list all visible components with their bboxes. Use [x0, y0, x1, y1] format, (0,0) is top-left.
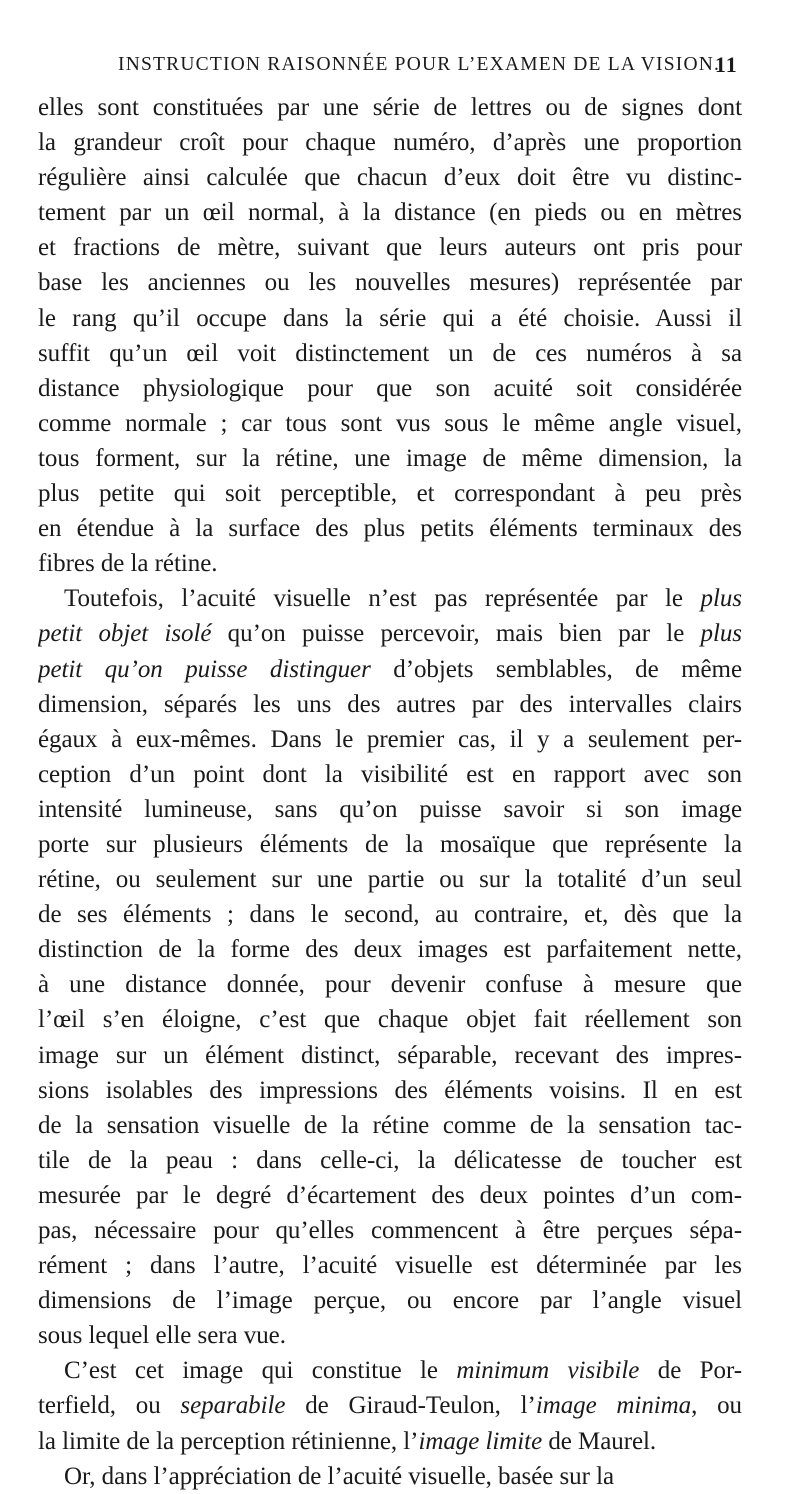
text-line	[38, 616, 742, 651]
text-line	[38, 1002, 742, 1037]
text-run: tous forment, sur la rétine, une image de même dimension, la	[38, 444, 742, 472]
text-line	[38, 1424, 742, 1459]
text-line	[38, 757, 742, 792]
text-run: en étendue à la surface des plus petits éléments terminaux des	[38, 515, 742, 543]
text-run: dimensions de l’image perçue, ou encore par l’angle visuel	[38, 1287, 742, 1315]
text-line	[38, 687, 742, 722]
text-run: comme normale ; car tous sont vus sous le même angle visuel,	[38, 409, 742, 437]
text-line	[38, 897, 742, 932]
text-run: sous lequel elle sera vue.	[38, 1322, 286, 1350]
body-text	[38, 90, 742, 1494]
text-run: mesurée par le degré d’écartement des deux pointes d’un com-	[38, 1181, 742, 1209]
text-run: régulière ainsi calculée que chacun d’eux doit être vu distinc-	[38, 164, 742, 192]
text-run: distinction de la forme des deux images est parfaitement nette,	[38, 936, 742, 964]
text-line	[38, 1318, 742, 1353]
text-run: égaux à eux-mêmes. Dans le premier cas, il y a seulement per-	[38, 725, 742, 753]
text-run: C’est cet image qui constitue le	[64, 1357, 457, 1385]
text-line	[38, 371, 742, 406]
text-run: plus petite qui soit perceptible, et correspondant à peu près	[38, 480, 742, 508]
text-line	[38, 792, 742, 827]
text-run: base les anciennes ou les nouvelles mesures) représentée par	[38, 269, 742, 297]
text-line	[38, 195, 742, 230]
italic-text: image limite	[418, 1427, 543, 1455]
text-run: de Maurel.	[542, 1427, 657, 1455]
text-line	[38, 1248, 742, 1283]
italic-text: minimum visibile	[456, 1357, 640, 1385]
text-run: intensité lumineuse, sans qu’on puisse savoir si son image	[38, 795, 742, 823]
text-run: de la sensation visuelle de la rétine comme de la sensation tac-	[38, 1111, 742, 1139]
italic-text: petit qu’on puisse distinguer	[38, 655, 371, 683]
text-line	[38, 1073, 742, 1108]
text-run: qu’on puisse percevoir, mais bien par le	[211, 620, 701, 648]
text-run: Or, dans l’appréciation de l’acuité visuelle, basée sur la	[64, 1462, 615, 1490]
text-run: sions isolables des impressions des éléments voisins. Il en est	[38, 1076, 742, 1104]
text-line	[38, 1459, 742, 1494]
text-line	[38, 862, 742, 897]
text-line	[38, 1353, 742, 1388]
text-line	[38, 546, 742, 581]
text-line	[38, 932, 742, 967]
italic-text: plus	[700, 585, 742, 613]
text-line	[38, 1388, 742, 1423]
text-run: rétine, ou seulement sur une partie ou sur la totalité d’un seul	[38, 866, 742, 894]
text-line	[38, 827, 742, 862]
text-run: elles sont constituées par une série de lettres ou de signes dont	[38, 94, 742, 121]
text-line	[38, 230, 742, 265]
text-run: de Por-	[639, 1357, 742, 1385]
text-line	[38, 301, 742, 336]
text-run: image sur un élément distinct, séparable, recevant des impres-	[38, 1041, 742, 1069]
text-run: suffit qu’un œil voit distinctement un de ces numéros à sa	[38, 339, 742, 367]
text-line	[38, 1178, 742, 1213]
text-line	[38, 125, 742, 160]
text-run: porte sur plusieurs éléments de la mosaïque que représente la	[38, 830, 742, 858]
text-run: le rang qu’il occupe dans la série qui a été choisie. Aussi il	[38, 304, 742, 332]
text-line	[38, 476, 742, 511]
text-line	[38, 265, 742, 300]
text-run: l’œil s’en éloigne, c’est que chaque objet fait réellement son	[38, 1006, 742, 1034]
text-run: et fractions de mètre, suivant que leurs auteurs ont pris pour	[38, 234, 742, 262]
running-title: INSTRUCTION RAISONNÉE POUR L’EXAMEN DE LA VISION.	[118, 54, 721, 75]
text-run: de Giraud-Teulon, l’	[285, 1392, 536, 1420]
italic-text: petit objet isolé	[38, 620, 212, 648]
text-run: la limite de la perception rétinienne, l’	[38, 1427, 419, 1455]
italic-text: plus	[700, 620, 742, 648]
text-run: d’objets semblables, de même	[370, 655, 742, 683]
italic-text: separabile	[180, 1392, 286, 1420]
text-run: pas, nécessaire pour qu’elles commencent à être perçues sépa-	[38, 1217, 742, 1244]
page-number: 11	[714, 52, 738, 77]
text-run: ception d’un point dont la visibilité est en rapport avec son	[38, 760, 742, 788]
text-line	[38, 1108, 742, 1143]
text-run: distance physiologique pour que son acuité soit considérée	[38, 374, 742, 402]
text-run: rément ; dans l’autre, l’acuité visuelle est déterminée par les	[38, 1252, 742, 1280]
text-line	[38, 967, 742, 1002]
text-line	[38, 511, 742, 546]
text-run: à une distance donnée, pour devenir confuse à mesure que	[38, 971, 742, 999]
text-line	[38, 90, 742, 125]
text-line	[38, 1143, 742, 1178]
text-run: tement par un œil normal, à la distance (en pieds ou en mètres	[38, 199, 742, 227]
text-run: de ses éléments ; dans le second, au contraire, et, dès que la	[38, 901, 742, 929]
text-run: la grandeur croît pour chaque numéro, d’après une proportion	[38, 129, 742, 157]
paragraph	[38, 90, 742, 581]
text-line	[38, 441, 742, 476]
paragraph	[38, 1353, 742, 1458]
text-run: terfield, ou	[38, 1392, 181, 1420]
text-line	[38, 1213, 742, 1248]
text-line	[38, 160, 742, 195]
text-line	[38, 1283, 742, 1318]
text-run: dimension, séparés les uns des autres par des intervalles clairs	[38, 690, 742, 718]
text-line	[38, 722, 742, 757]
text-run: fibres de la rétine.	[38, 550, 218, 578]
text-run: Toutefois, l’acuité visuelle n’est pas représentée par le	[64, 585, 701, 613]
text-line	[38, 406, 742, 441]
text-run: , ou	[691, 1392, 742, 1420]
text-line	[38, 336, 742, 371]
text-line	[38, 652, 742, 687]
paragraph	[38, 1459, 742, 1494]
italic-text: image minima	[535, 1392, 692, 1420]
text-line	[38, 581, 742, 616]
running-header	[38, 46, 742, 86]
text-line	[38, 1038, 742, 1073]
text-run: tile de la peau : dans celle-ci, la délicatesse de toucher est	[38, 1146, 742, 1174]
paragraph	[38, 581, 742, 1353]
